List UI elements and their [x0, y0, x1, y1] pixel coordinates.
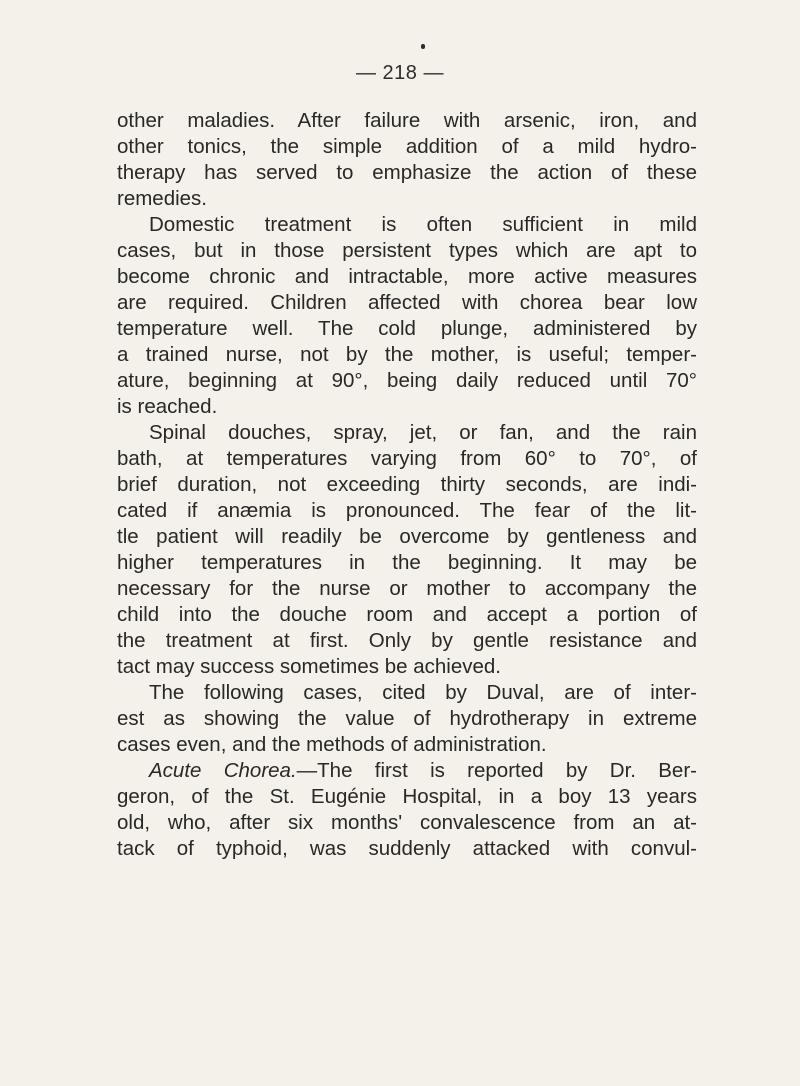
line-text: temperature well. The cold plunge, administered by	[117, 317, 697, 340]
line-text: necessary for the nurse or mother to accompany the	[117, 577, 697, 600]
line-text: ature, beginning at 90°, being daily reduced until 70°	[117, 369, 697, 392]
ink-speck	[421, 44, 425, 49]
line-text: other tonics, the simple addition of a mild hydro-	[117, 135, 697, 158]
line-text: higher temperatures in the beginning. It may be	[117, 551, 697, 574]
line-text: become chronic and intractable, more active measures	[117, 265, 697, 288]
text-line	[117, 758, 697, 784]
page-number: — 218 —	[356, 62, 444, 84]
line-text: The following cases, cited by Duval, are of inter-	[149, 681, 697, 704]
line-text: remedies.	[117, 187, 208, 210]
text-line	[117, 134, 697, 160]
line-text: est as showing the value of hydrotherapy in extreme	[117, 707, 697, 730]
text-line	[117, 706, 697, 732]
line-text: the treatment at first. Only by gentle resistance and	[117, 629, 697, 652]
text-line	[117, 420, 697, 446]
text-line	[117, 264, 697, 290]
text-line	[117, 316, 697, 342]
line-text: geron, of the St. Eugénie Hospital, in a boy 13 years	[117, 785, 697, 808]
case-heading: Acute Chorea.	[149, 759, 297, 782]
text-line	[117, 108, 697, 134]
line-text: are required. Children affected with chorea bear low	[117, 291, 697, 314]
line-text: bath, at temperatures varying from 60° to 70°, of	[117, 447, 697, 470]
text-line	[117, 576, 697, 602]
text-line	[117, 680, 697, 706]
text-line	[117, 368, 697, 394]
text-line	[117, 654, 697, 680]
text-line	[117, 342, 697, 368]
text-line	[117, 602, 697, 628]
line-text: cated if anæmia is pronounced. The fear of the lit-	[117, 499, 697, 522]
line-text: cases, but in those persistent types which are apt to	[117, 239, 697, 262]
body-text	[117, 108, 697, 862]
line-text: therapy has served to emphasize the action of these	[117, 161, 697, 184]
line-text: brief duration, not exceeding thirty seconds, are indi-	[117, 473, 697, 496]
text-line	[117, 498, 697, 524]
text-line	[117, 550, 697, 576]
line-text: is reached.	[117, 395, 218, 418]
text-line	[117, 628, 697, 654]
line-text: child into the douche room and accept a portion of	[117, 603, 697, 626]
line-text: Domestic treatment is often sufficient in mild	[149, 213, 697, 236]
text-line	[117, 732, 697, 758]
line-text: cases even, and the methods of administration.	[117, 733, 547, 756]
line-text: other maladies. After failure with arsenic, iron, and	[117, 109, 697, 132]
text-line	[117, 784, 697, 810]
text-line	[117, 394, 697, 420]
text-line	[117, 212, 697, 238]
text-line	[117, 810, 697, 836]
line-text: a trained nurse, not by the mother, is useful; temper-	[117, 343, 697, 366]
text-line	[117, 836, 697, 862]
text-line	[117, 186, 697, 212]
line-text: —The first is reported by Dr. Ber-	[296, 759, 697, 782]
line-text: old, who, after six months' convalescence from an at-	[117, 811, 697, 834]
text-line	[117, 472, 697, 498]
text-line	[117, 238, 697, 264]
text-line	[117, 290, 697, 316]
text-line	[117, 160, 697, 186]
text-line	[117, 524, 697, 550]
text-line	[117, 446, 697, 472]
line-text: tack of typhoid, was suddenly attacked with convul-	[117, 837, 697, 860]
line-text: tle patient will readily be overcome by gentleness and	[117, 525, 697, 548]
line-text: tact may success sometimes be achieved.	[117, 655, 501, 678]
line-text: Spinal douches, spray, jet, or fan, and the rain	[149, 421, 697, 444]
